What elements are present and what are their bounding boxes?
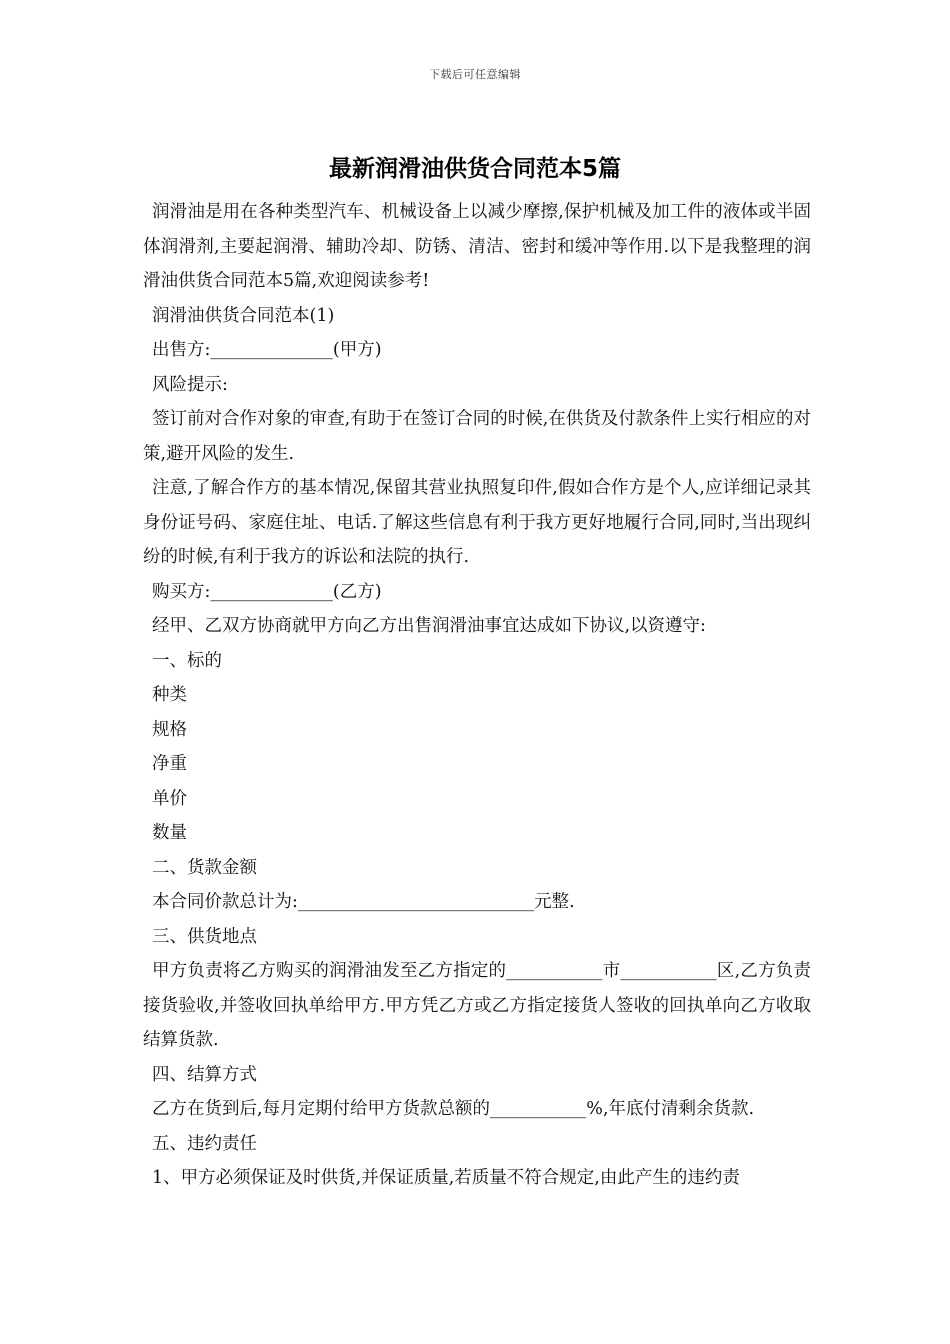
risk-paragraph-1: 签订前对合作对象的审查,有助于在签订合同的时候,在供货及付款条件上实行相应的对策,避开风险的发生. xyxy=(143,409,811,464)
item-price: 单价 xyxy=(152,788,187,809)
agreement-line: 经甲、乙双方协商就甲方向乙方出售润滑油事宜达成如下协议,以资遵守: xyxy=(152,616,706,636)
page-header-note: 下载后可任意编辑 xyxy=(429,68,521,81)
section-heading-amount: 二、货款金额 xyxy=(152,857,257,878)
amount-line: 本合同价款总计为:___________________________元整. xyxy=(152,892,575,912)
document-body xyxy=(143,195,811,1196)
delivery-paragraph: 甲方负责将乙方购买的润滑油发至乙方指定的___________市___________区,乙方负责接货验收,并签收回执单给甲方.甲方凭乙方或乙方指定接货人签收的回执单向乙方收取结算货款. xyxy=(143,961,811,1050)
section-heading-settlement: 四、结算方式 xyxy=(152,1064,257,1085)
settlement-line: 乙方在货到后,每月定期付给甲方货款总额的___________%,年底付清剩余货款. xyxy=(152,1099,755,1119)
section-heading-delivery: 三、供货地点 xyxy=(152,926,257,947)
seller-line: 出售方:______________(甲方) xyxy=(152,340,382,360)
risk-paragraph-2: 注意,了解合作方的基本情况,保留其营业执照复印件,假如合作方是个人,应详细记录其身份证号码、家庭住址、电话.了解这些信息有利于我方更好地履行合同,同时,当出现纠纷的时候,有利于我方的诉讼和法院的执行. xyxy=(143,478,811,567)
item-quantity: 数量 xyxy=(152,823,187,843)
section-heading-breach: 五、违约责任 xyxy=(152,1133,257,1154)
item-kind: 种类 xyxy=(152,685,187,705)
item-weight: 净重 xyxy=(152,754,187,774)
intro-paragraph: 润滑油是用在各种类型汽车、机械设备上以减少摩擦,保护机械及加工件的液体或半固体润滑剂,主要起润滑、辅助冷却、防锈、清洁、密封和缓冲等作用.以下是我整理的润滑油供货合同范本5篇,欢迎阅读参考! xyxy=(143,202,811,291)
breach-line: 1、甲方必须保证及时供货,并保证质量,若质量不符合规定,由此产生的违约责 xyxy=(152,1168,740,1188)
risk-label: 风险提示: xyxy=(152,374,228,395)
section-heading-subject: 一、标的 xyxy=(152,650,222,671)
document-title: 最新润滑油供货合同范本5篇 xyxy=(328,156,621,182)
buyer-line: 购买方:______________(乙方) xyxy=(152,581,382,602)
item-spec: 规格 xyxy=(152,719,187,740)
contract-heading: 润滑油供货合同范本(1) xyxy=(152,305,335,326)
